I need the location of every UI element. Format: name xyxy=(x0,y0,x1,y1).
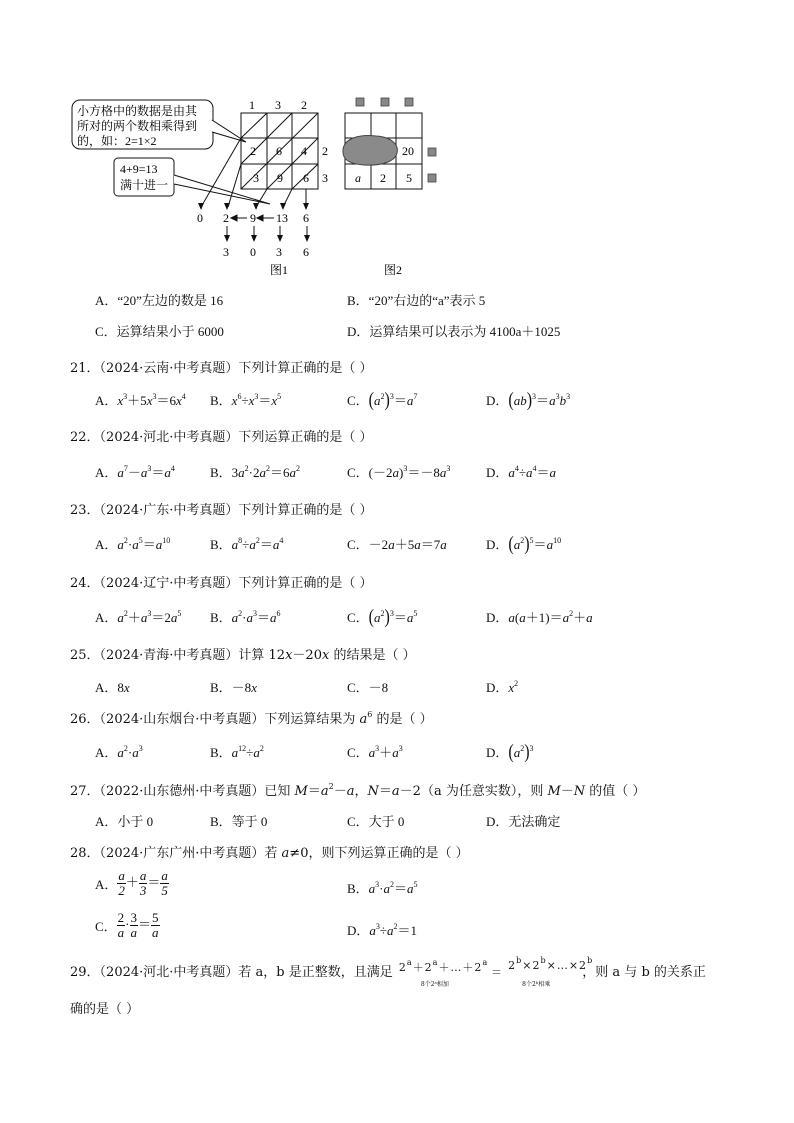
result-arrows xyxy=(227,226,307,238)
callout1-line1: 小方格中的数据是由其 xyxy=(77,104,198,118)
q28-option-d: D．$a^3\div a^2=1$ xyxy=(347,922,418,938)
q20-option-d: D．运算结果可以表示为 4100a＋1025 xyxy=(347,324,561,339)
top-digit-2: 3 xyxy=(275,98,281,112)
top-digit-1: 1 xyxy=(249,98,255,112)
q22-option-c: C．$(-2a)^3=-8a^3$ xyxy=(347,464,451,480)
q21-stem: 21．（2024·云南·中考真题）下列计算正确的是（ ） xyxy=(70,361,373,376)
q29-expr-right: $2^b\times 2^b\times\dots\times 2^b$ 8个2ᵇ相乘 xyxy=(508,955,594,988)
q23-option-d: D．$(a^2)^5=a^{10}$ xyxy=(486,533,562,555)
result-digit-4: 6 xyxy=(303,245,309,259)
fig2-right-squares xyxy=(428,148,436,182)
q27-option-c: C．大于 0 xyxy=(347,814,405,829)
grid-cell-r2c2: 9 xyxy=(277,171,283,185)
q20-option-b: B．“20”右边的“a”表示 5 xyxy=(347,293,486,308)
q24-option-a: A．$a^2+a^3=2a^5$ xyxy=(95,609,182,625)
q28-option-c: C． $\frac{2}{a}$ · $\frac{3}{a}$ ＝ $\frac{5}{a}$ xyxy=(95,910,159,940)
q27-option-d: D．无法确定 xyxy=(486,814,561,829)
ink-blot xyxy=(343,136,397,166)
q22-option-d: D．$a^4\div a^4=a$ xyxy=(486,464,557,480)
q20-option-c: C．运算结果小于 6000 xyxy=(95,324,224,339)
fig2-cell-a: a xyxy=(355,171,361,185)
q27-option-a: A．小于 0 xyxy=(95,814,154,829)
q24-option-d: D．$a(a+1)=a^2+a$ xyxy=(486,609,593,625)
q26-option-a: A．$a^2\cdot a^3$ xyxy=(95,744,143,760)
q23-option-a: A．$a^2\cdot a^5=a^{10}$ xyxy=(95,536,171,552)
q25-option-d: D．$x^2$ xyxy=(486,679,519,695)
figure xyxy=(0,0,794,290)
q21-option-c: C．$(a^2)^3=a^7$ xyxy=(347,389,418,411)
q26-option-b: B．$a^{12}\div a^2$ xyxy=(210,744,264,760)
result-digit-1: 3 xyxy=(223,245,229,259)
q28-stem: 28．（2024·广东广州·中考真题）若 a≠0，则下列运算正确的是（ ） xyxy=(70,846,469,861)
q25-option-a: A．8x xyxy=(95,680,130,695)
q24-option-c: C．$(a^2)^3=a^5$ xyxy=(347,606,418,628)
q23-option-c: C．－2a＋5a＝7a xyxy=(347,537,447,552)
q24-stem: 24．（2024·辽宁·中考真题）下列计算正确的是（ ） xyxy=(70,576,373,591)
q27-option-b: B．等于 0 xyxy=(210,814,268,829)
fig1-arrowheads xyxy=(198,203,309,210)
q23-stem: 23．（2024·广东·中考真题）下列计算正确的是（ ） xyxy=(70,503,373,518)
grid-cell-r1c1: 2 xyxy=(250,144,256,158)
grid-cell-r1c3: 4 xyxy=(301,144,307,158)
q23-option-b: B．$a^8\div a^2=a^4$ xyxy=(210,536,284,552)
q28-option-a: A． $\frac{a}{2}$ ＋ $\frac{a}{3}$ ＝ $\frac{a}{5}$ xyxy=(95,868,168,898)
q29-expr-left: $2^a+2^a+\dots+2^a$ 8个2ᵃ相加 xyxy=(398,957,489,988)
result-digit-3: 3 xyxy=(276,245,282,259)
callout2-line2: 满十进一 xyxy=(120,178,169,192)
q21-option-d: D．$(ab)^3=a^3b^3$ xyxy=(486,389,571,411)
q27-stem: 27．（2022·山东德州·中考真题）已知 $M=a^2-a$，N＝a－2（a 为任意实数），则 M－N 的值（ ） xyxy=(70,782,646,799)
sum-digit-2: 2 xyxy=(223,211,229,225)
q25-option-c: C．－8 xyxy=(347,680,389,695)
grid-cell-r2c1: 3 xyxy=(253,171,259,185)
right-digit-1: 2 xyxy=(322,144,328,158)
sum-digit-1: 0 xyxy=(197,211,203,225)
callout1-line3: 的，如：2=1×2 xyxy=(77,134,157,148)
q21-option-a: A．$x^3+5x^3=6x^4$ xyxy=(95,392,186,408)
q28-option-b: B．$a^3\cdot a^2=a^5$ xyxy=(347,880,418,896)
fig2-cell-20: 20 xyxy=(402,144,414,158)
caption-fig2: 图2 xyxy=(384,263,403,277)
fig2-cell-2: 2 xyxy=(380,171,386,185)
grid-cell-r1c2: 6 xyxy=(276,144,282,158)
q20-option-a: A．“20”左边的数是 16 xyxy=(95,293,224,308)
caption-fig1: 图1 xyxy=(270,263,289,277)
grid-cell-r2c3: 6 xyxy=(303,171,309,185)
q22-option-a: A．$a^7-a^3=a^4$ xyxy=(95,464,175,480)
result-digit-2: 0 xyxy=(250,245,256,259)
sum-digit-4: 13 xyxy=(276,211,288,225)
q29-stem-line2: 确的是（ ） xyxy=(70,1002,140,1017)
callout1-line2: 所对的两个数相乘得到 xyxy=(77,119,198,133)
q22-option-b: B．$3a^2\cdot 2a^2=6a^2$ xyxy=(210,464,301,480)
q25-option-b: B．－8x xyxy=(210,680,257,695)
sum-digit-3: 9 xyxy=(250,211,256,225)
q24-option-b: B．$a^2\cdot a^3=a^6$ xyxy=(210,609,281,625)
q26-option-c: C．$a^3+a^3$ xyxy=(347,744,403,760)
fig2-top-squares xyxy=(356,98,413,106)
right-digit-2: 3 xyxy=(322,171,328,185)
q21-option-b: B．$x^6\div x^3=x^5$ xyxy=(210,392,282,408)
fig2-cell-5: 5 xyxy=(406,171,412,185)
q22-stem: 22．（2024·河北·中考真题）下列运算正确的是（ ） xyxy=(70,430,373,445)
q26-stem: 26．（2024·山东烟台·中考真题）下列运算结果为 $a^6$ 的是（ ） xyxy=(70,710,433,727)
callout2-line1: 4+9=13 xyxy=(120,162,158,176)
q29-stem: 29．（2024·河北·中考真题）若 a，b 是正整数，且满足 $2^a+2^a+\dots+2^a$ 8个2ᵃ相加 ＝ $2^b\times 2^b\times\dots\times 2^b$ 8个2ᵇ相乘 ，则 a 与 b 的关系正 xyxy=(70,955,706,988)
q26-option-d: D．$(a^2)^3$ xyxy=(486,741,534,763)
sum-digit-5: 6 xyxy=(303,211,309,225)
top-digit-3: 2 xyxy=(301,98,307,112)
q25-stem: 25．（2024·青海·中考真题）计算 12x－20x 的结果是（ ） xyxy=(70,648,416,663)
